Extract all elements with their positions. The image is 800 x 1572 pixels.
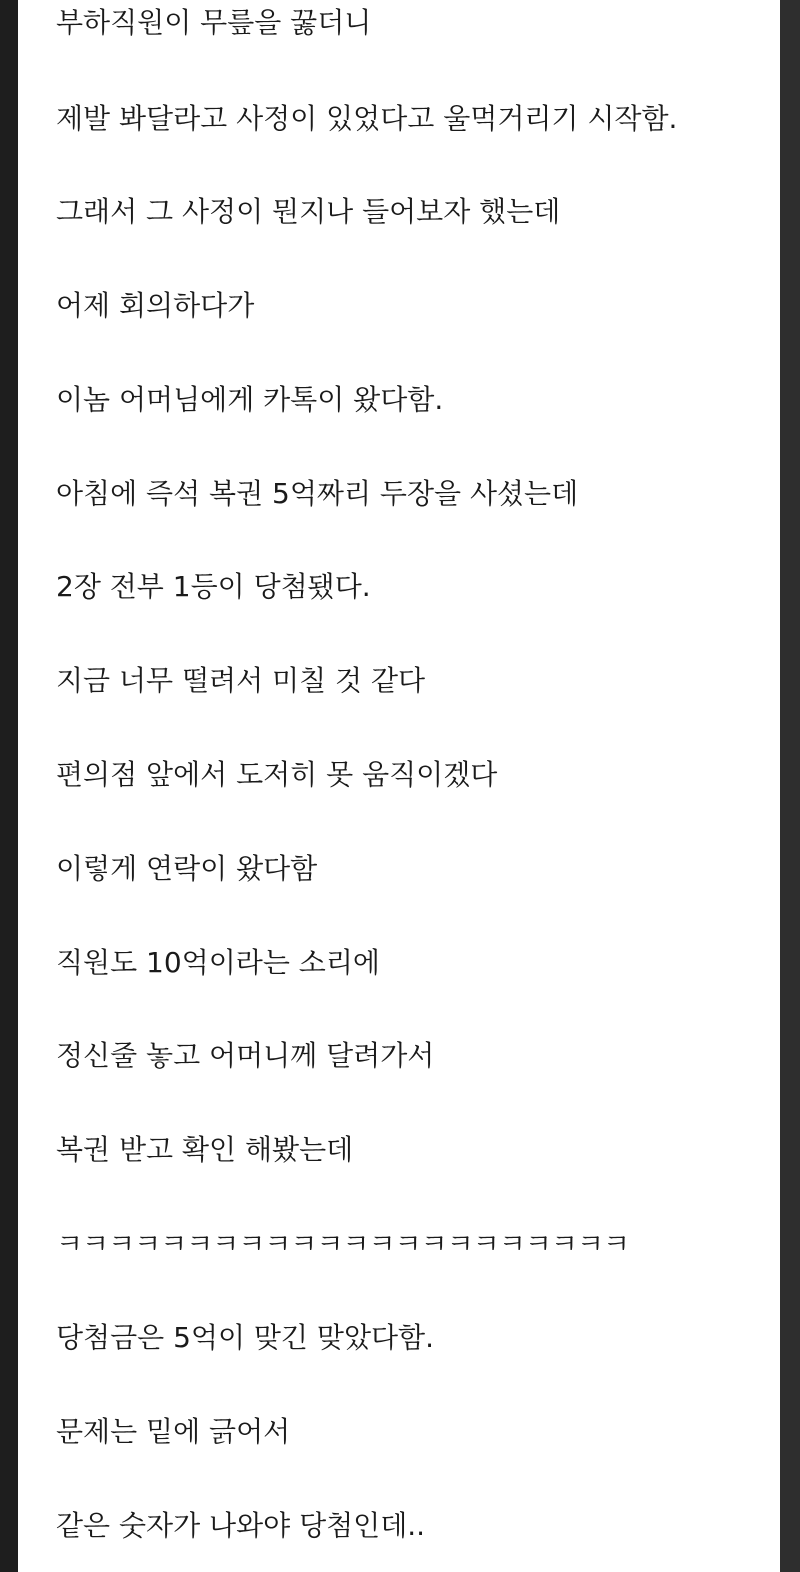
post-line: 그래서 그 사정이 뭔지나 들어보자 했는데	[56, 195, 561, 228]
post-line: 정신줄 놓고 어머니께 달려가서	[56, 1039, 435, 1072]
post-line: 복권 받고 확인 해봤는데	[56, 1133, 354, 1166]
post-line: 제발 봐달라고 사정이 있었다고 울먹거리기 시작함.	[56, 102, 678, 135]
post-page	[18, 0, 780, 1572]
post-line: 편의점 앞에서 도저히 못 움직이겠다	[56, 758, 498, 791]
post-line: 이렇게 연락이 왔다함	[56, 852, 318, 885]
post-line: 2장 전부 1등이 당첨됐다.	[56, 570, 371, 603]
post-line: 어제 회의하다가	[56, 289, 255, 322]
post-line: ㅋㅋㅋㅋㅋㅋㅋㅋㅋㅋㅋㅋㅋㅋㅋㅋㅋㅋㅋㅋㅋㅋ	[56, 1227, 630, 1260]
post-line: 직원도 10억이라는 소리에	[56, 946, 380, 979]
left-dark-margin	[0, 0, 18, 1572]
post-line: 부하직원이 무릎을 꿇더니	[56, 6, 372, 39]
post-line: 당첨금은 5억이 맞긴 맞았다함.	[56, 1321, 434, 1354]
post-line: 아침에 즉석 복권 5억짜리 두장을 사셨는데	[56, 477, 579, 510]
post-line: 같은 숫자가 나와야 당첨인데..	[56, 1509, 426, 1542]
post-line: 문제는 밑에 긁어서	[56, 1415, 291, 1448]
post-line: 지금 너무 떨려서 미칠 것 같다	[56, 664, 426, 697]
post-line: 이놈 어머님에게 카톡이 왔다함.	[56, 383, 444, 416]
right-dark-margin	[780, 0, 800, 1572]
